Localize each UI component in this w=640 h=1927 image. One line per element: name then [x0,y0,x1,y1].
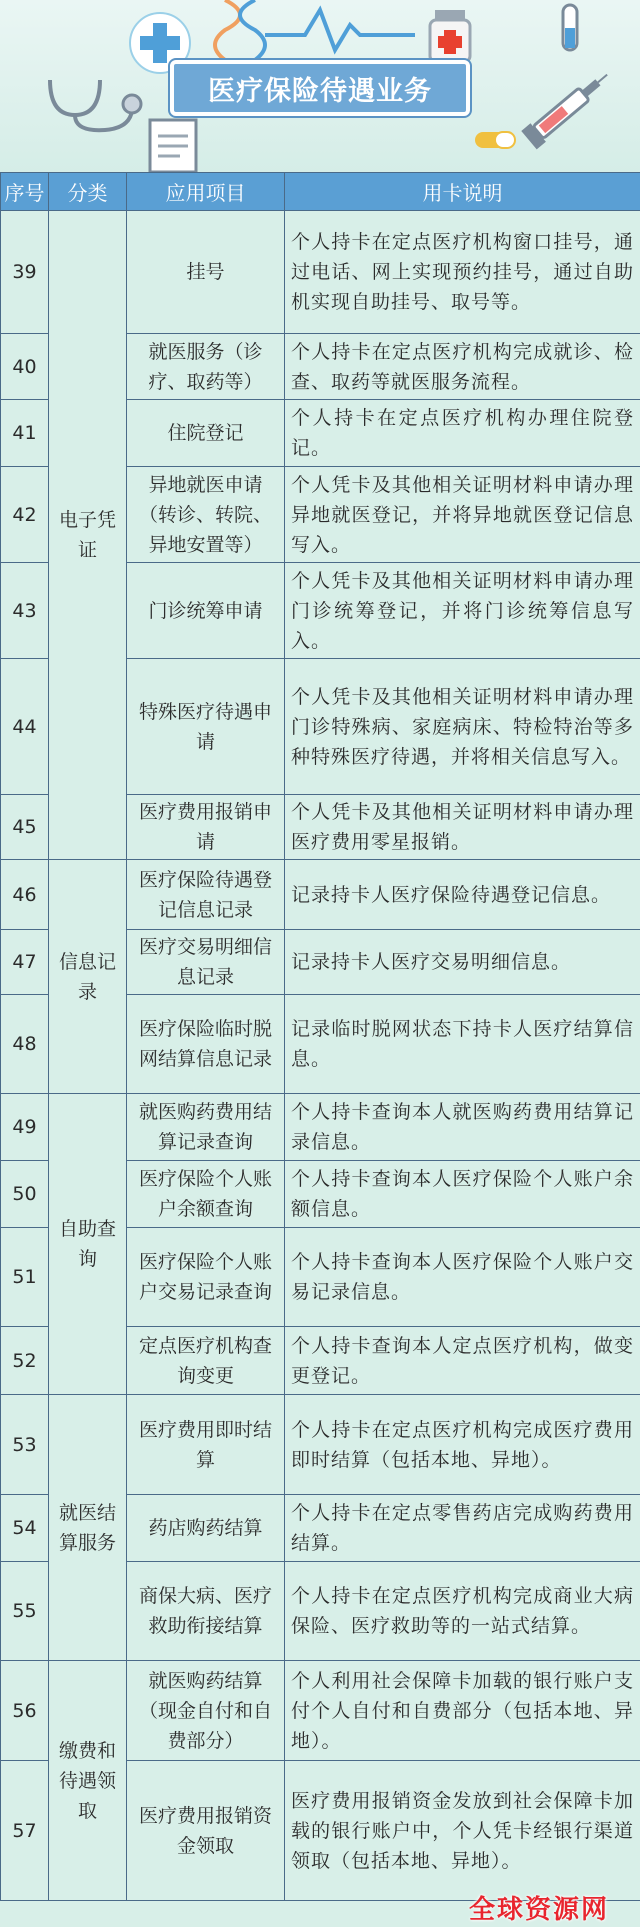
category-label: 就医结算服务 [58,1501,116,1554]
row-number: 52 [1,1327,49,1395]
row-number: 41 [1,400,49,467]
row-number: 40 [1,334,49,400]
stethoscope-icon [40,70,150,140]
row-number: 54 [1,1495,49,1562]
description-cell: 记录持卡人医疗交易明细信息。 [285,930,640,995]
application-cell: 医疗保险临时脱网结算信息记录 [127,995,285,1094]
application-cell: 异地就医申请（转诊、转院、异地安置等） [127,467,285,563]
description-cell: 个人持卡在定点医疗机构完成商业大病保险、医疗救助等的一站式结算。 [285,1562,640,1661]
application-cell: 医疗费用报销资金领取 [127,1761,285,1901]
row-number: 46 [1,860,49,930]
description-cell: 个人持卡在定点医疗机构窗口挂号，通过电话、网上实现预约挂号，通过自助机实现自助挂号、取号等。 [285,211,640,334]
service-table [0,172,640,1901]
header-description: 用卡说明 [285,173,640,211]
row-number: 47 [1,930,49,995]
clipboard-icon [140,112,210,172]
row-number: 49 [1,1094,49,1161]
category-label: 信息记录 [58,950,116,1003]
dna-icon [210,0,270,60]
row-number: 50 [1,1161,49,1228]
row-number: 55 [1,1562,49,1661]
description-cell: 个人持卡查询本人医疗保险个人账户余额信息。 [285,1161,640,1228]
category-cell [49,1395,127,1661]
header-application: 应用项目 [127,173,285,211]
header-number: 序号 [1,173,49,211]
title-plate [170,60,470,116]
row-number: 43 [1,563,49,659]
category-cell [49,211,127,860]
row-number: 56 [1,1661,49,1761]
category-label: 缴费和待遇领取 [58,1739,116,1822]
heartbeat-icon [265,5,415,55]
header-category: 分类 [49,173,127,211]
description-cell: 个人凭卡及其他相关证明材料申请办理医疗费用零星报销。 [285,795,640,860]
description-cell: 个人凭卡及其他相关证明材料申请办理门诊特殊病、家庭病床、特检特治等多种特殊医疗待遇，并将相关信息写入。 [285,659,640,795]
application-cell: 挂号 [127,211,285,334]
row-number: 44 [1,659,49,795]
description-cell: 个人凭卡及其他相关证明材料申请办理门诊统筹登记，并将门诊统筹信息写入。 [285,563,640,659]
row-number: 45 [1,795,49,860]
row-number: 51 [1,1228,49,1327]
category-cell [49,860,127,1094]
description-cell: 个人持卡在定点医疗机构完成就诊、检查、取药等就医服务流程。 [285,334,640,400]
row-number: 53 [1,1395,49,1495]
syringe-icon [510,60,620,160]
test-tube-icon [545,0,595,60]
category-label: 电子凭证 [58,509,116,561]
description-cell: 个人持卡在定点医疗机构完成医疗费用即时结算（包括本地、异地）。 [285,1395,640,1495]
watermark: 全球资源网 [468,1894,609,1925]
category-cell [49,1094,127,1395]
description-cell: 医疗费用报销资金发放到社会保障卡加载的银行账户中，个人凭卡经银行渠道领取（包括本地、异地）。 [285,1761,640,1901]
description-cell: 个人持卡查询本人就医购药费用结算记录信息。 [285,1094,640,1161]
row-number: 48 [1,995,49,1094]
description-cell: 记录持卡人医疗保险待遇登记信息。 [285,860,640,930]
pill-icon [470,120,520,160]
table-header-row [1,173,640,211]
application-cell: 医疗保险个人账户余额查询 [127,1161,285,1228]
description-cell: 个人凭卡及其他相关证明材料申请办理异地就医登记，并将异地就医登记信息写入。 [285,467,640,563]
description-cell: 个人利用社会保障卡加载的银行账户支付个人自付和自费部分（包括本地、异地）。 [285,1661,640,1761]
application-cell: 药店购药结算 [127,1495,285,1562]
table-row [1,1094,640,1161]
application-cell: 医疗保险个人账户交易记录查询 [127,1228,285,1327]
application-cell: 就医购药结算（现金自付和自费部分） [127,1661,285,1761]
application-cell: 商保大病、医疗救助衔接结算 [127,1562,285,1661]
row-number: 39 [1,211,49,334]
description-cell: 个人持卡在定点医疗机构办理住院登记。 [285,400,640,467]
medicine-bottle-icon [420,5,490,65]
application-cell: 医疗费用即时结算 [127,1395,285,1495]
description-cell: 记录临时脱网状态下持卡人医疗结算信息。 [285,995,640,1094]
category-cell [49,1661,127,1901]
category-label: 自助查询 [58,1218,116,1270]
application-cell: 就医购药费用结算记录查询 [127,1094,285,1161]
application-cell: 医疗费用报销申请 [127,795,285,860]
application-cell: 就医服务（诊疗、取药等） [127,334,285,400]
table-row [1,1395,640,1495]
table-row [1,211,640,334]
application-cell: 定点医疗机构查询变更 [127,1327,285,1395]
application-cell: 住院登记 [127,400,285,467]
banner [0,0,640,172]
application-cell: 特殊医疗待遇申请 [127,659,285,795]
page-title: 医疗保险待遇业务 [208,75,432,107]
application-cell: 门诊统筹申请 [127,563,285,659]
table-row [1,1661,640,1761]
row-number: 57 [1,1761,49,1901]
application-cell: 医疗保险待遇登记信息记录 [127,860,285,930]
description-cell: 个人持卡在定点零售药店完成购药费用结算。 [285,1495,640,1562]
application-cell: 医疗交易明细信息记录 [127,930,285,995]
description-cell: 个人持卡查询本人医疗保险个人账户交易记录信息。 [285,1228,640,1327]
row-number: 42 [1,467,49,563]
description-cell: 个人持卡查询本人定点医疗机构，做变更登记。 [285,1327,640,1395]
table-row [1,860,640,930]
